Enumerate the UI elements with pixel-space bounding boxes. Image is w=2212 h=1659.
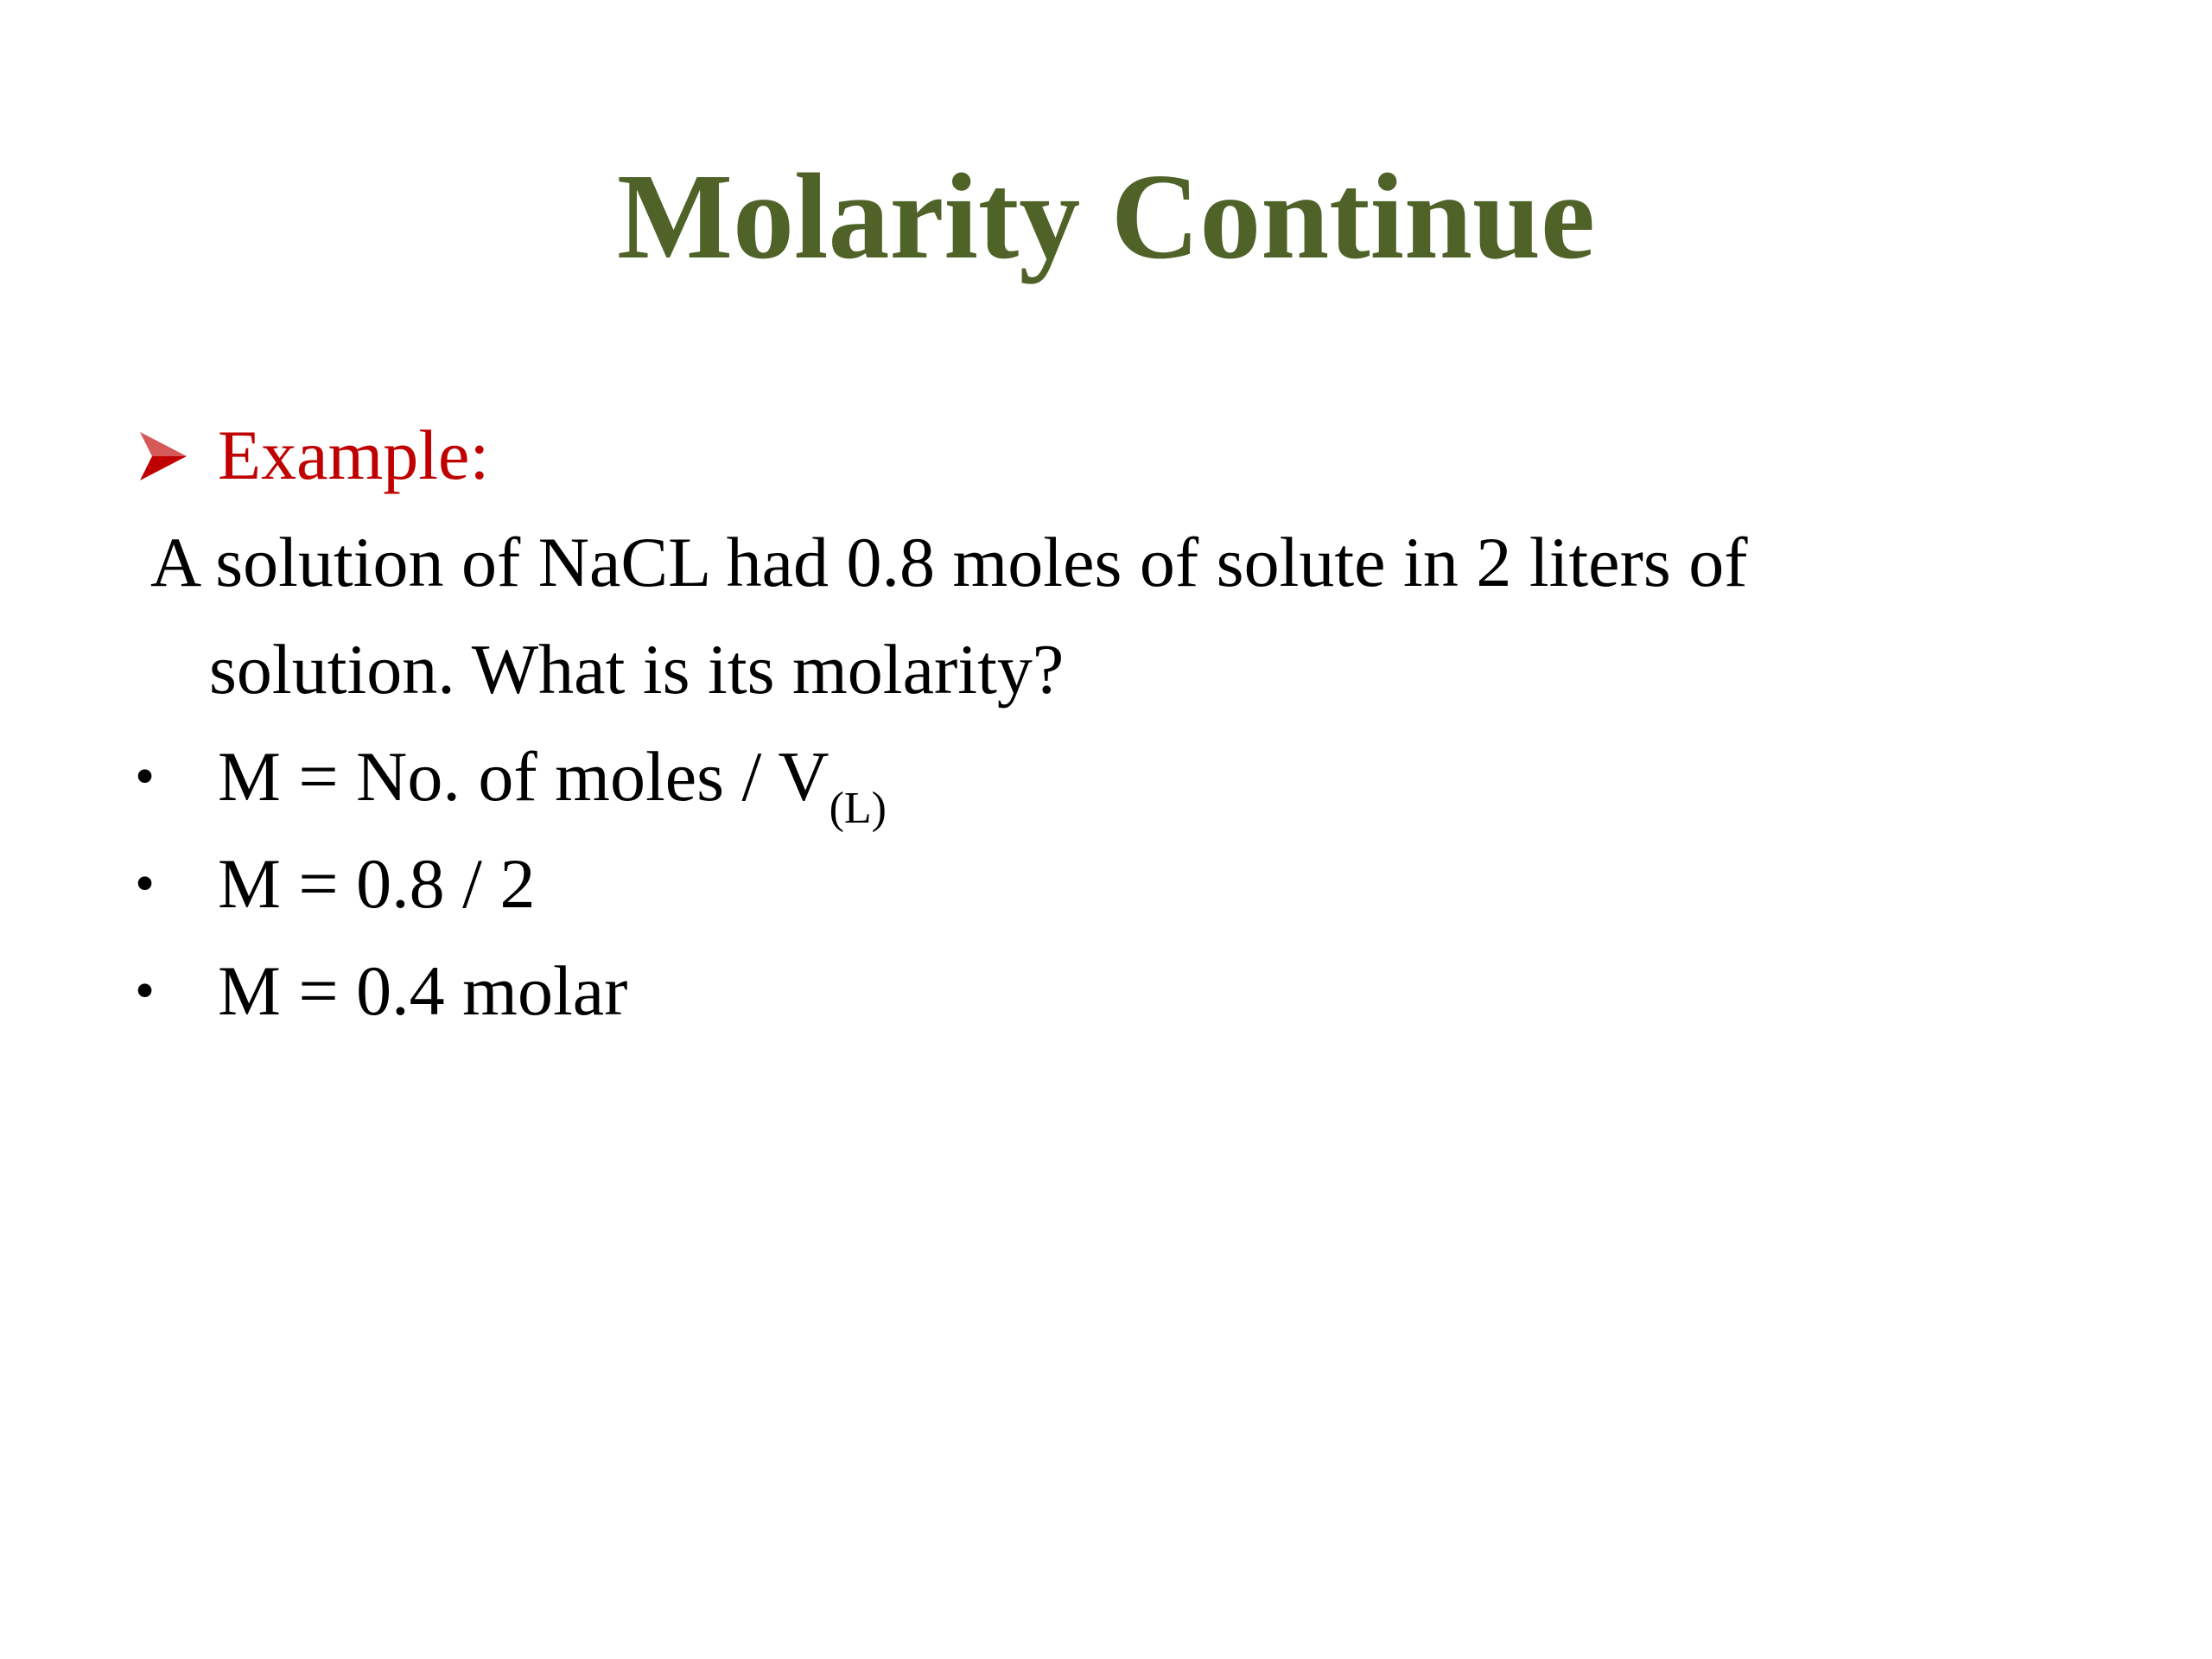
bullet-dot-icon: • [135, 745, 156, 808]
bullet-item [130, 938, 2117, 1045]
question-text-line-1: A solution of NaCL had 0.8 moles of solute in 2 liters of [150, 523, 1748, 601]
formula-text [218, 723, 887, 840]
slide-title: Molarity Continue [617, 148, 1595, 284]
arrow-bullet-icon [138, 402, 188, 509]
bullet-dot-icon: • [135, 852, 156, 915]
slide-content [130, 402, 2117, 1045]
bullet-dot-icon: • [135, 959, 156, 1022]
question-text-line-2: solution. What is its molarity? [209, 630, 1065, 709]
example-label: Example: [218, 416, 490, 494]
formula-main: M = No. of moles / V [218, 737, 830, 816]
result-text: M = 0.4 molar [218, 951, 628, 1030]
example-heading [130, 402, 2117, 509]
bullet-item [130, 723, 2117, 833]
bullet-item [130, 830, 2117, 938]
formula-subscript: (L) [829, 784, 887, 833]
calculation-text: M = 0.8 / 2 [218, 844, 536, 923]
